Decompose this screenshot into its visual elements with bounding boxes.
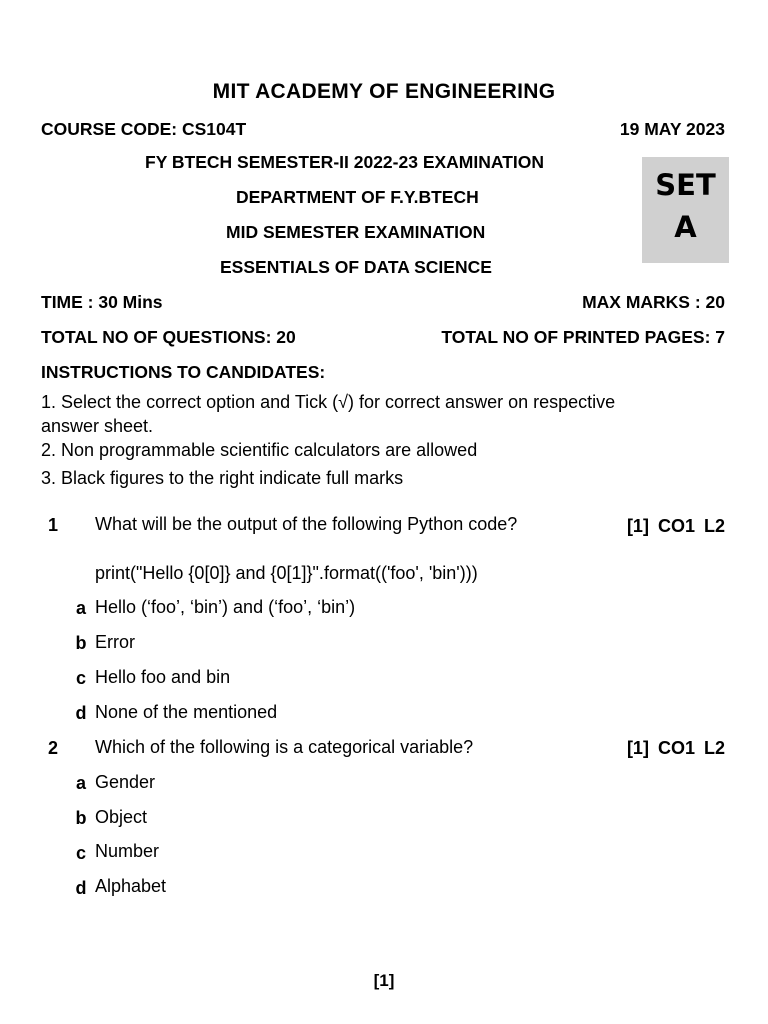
- bloom-level: L2: [703, 516, 725, 536]
- set-label: SET: [655, 168, 716, 202]
- option-letter: a: [75, 598, 86, 618]
- bloom-level: L2: [703, 738, 725, 758]
- option-text: Hello foo and bin: [95, 667, 231, 687]
- option-letter: d: [75, 703, 87, 723]
- instruction-item: 3. Black figures to the right indicate full marks: [41, 468, 404, 488]
- option-text: Hello (‘foo’, ‘bin’) and (‘foo’, ‘bin’): [95, 597, 356, 617]
- exam-date: 19 MAY 2023: [619, 119, 725, 139]
- option-letter: d: [75, 878, 87, 898]
- institution-name: MIT ACADEMY OF ENGINEERING: [212, 80, 556, 103]
- marks-value: [1]: [626, 738, 649, 758]
- option-text: Error: [95, 632, 135, 652]
- department: DEPARTMENT OF F.Y.BTECH: [236, 187, 479, 207]
- course-code: COURSE CODE: CS104T: [41, 119, 247, 139]
- question-number: 2: [48, 738, 59, 758]
- question-marks: [627, 516, 725, 537]
- option-letter: b: [75, 633, 87, 653]
- option-text: None of the mentioned: [95, 702, 278, 722]
- question-marks: [627, 738, 725, 759]
- question-text: Which of the following is a categorical variable?: [95, 737, 474, 757]
- total-pages: TOTAL NO OF PRINTED PAGES: 7: [441, 327, 725, 347]
- code-snippet: print("Hello {0[0]} and {0[1]}".format(('foo', 'bin'))): [95, 563, 478, 583]
- subject-name: ESSENTIALS OF DATA SCIENCE: [220, 257, 492, 277]
- instruction-item: 1. Select the correct option and Tick (√) for correct answer on respective answer sheet.: [41, 392, 616, 436]
- max-marks: MAX MARKS : 20: [582, 292, 725, 312]
- exam-title: FY BTECH SEMESTER-II 2022-23 EXAMINATION: [145, 152, 545, 172]
- exam-type: MID SEMESTER EXAMINATION: [226, 222, 486, 242]
- total-questions: TOTAL NO OF QUESTIONS: 20: [41, 327, 296, 347]
- instructions-heading: INSTRUCTIONS TO CANDIDATES:: [41, 362, 326, 382]
- instruction-item: 2. Non programmable scientific calculators are allowed: [41, 440, 478, 460]
- option-text: Number: [95, 841, 160, 861]
- option-letter: c: [75, 843, 86, 863]
- course-outcome: CO1: [657, 516, 695, 536]
- option-letter: a: [75, 773, 86, 793]
- question-text: What will be the output of the following Python code?: [95, 514, 518, 534]
- marks-value: [1]: [626, 516, 649, 536]
- option-text: Object: [95, 807, 148, 827]
- option-text: Alphabet: [95, 876, 167, 896]
- question-number: 1: [48, 515, 59, 535]
- set-value: A: [674, 210, 697, 244]
- option-text: Gender: [95, 772, 156, 792]
- set-badge: [642, 157, 729, 263]
- page-number: [1]: [373, 971, 395, 990]
- option-letter: c: [75, 668, 86, 688]
- option-letter: b: [75, 808, 87, 828]
- exam-time: TIME : 30 Mins: [41, 292, 163, 312]
- course-outcome: CO1: [657, 738, 695, 758]
